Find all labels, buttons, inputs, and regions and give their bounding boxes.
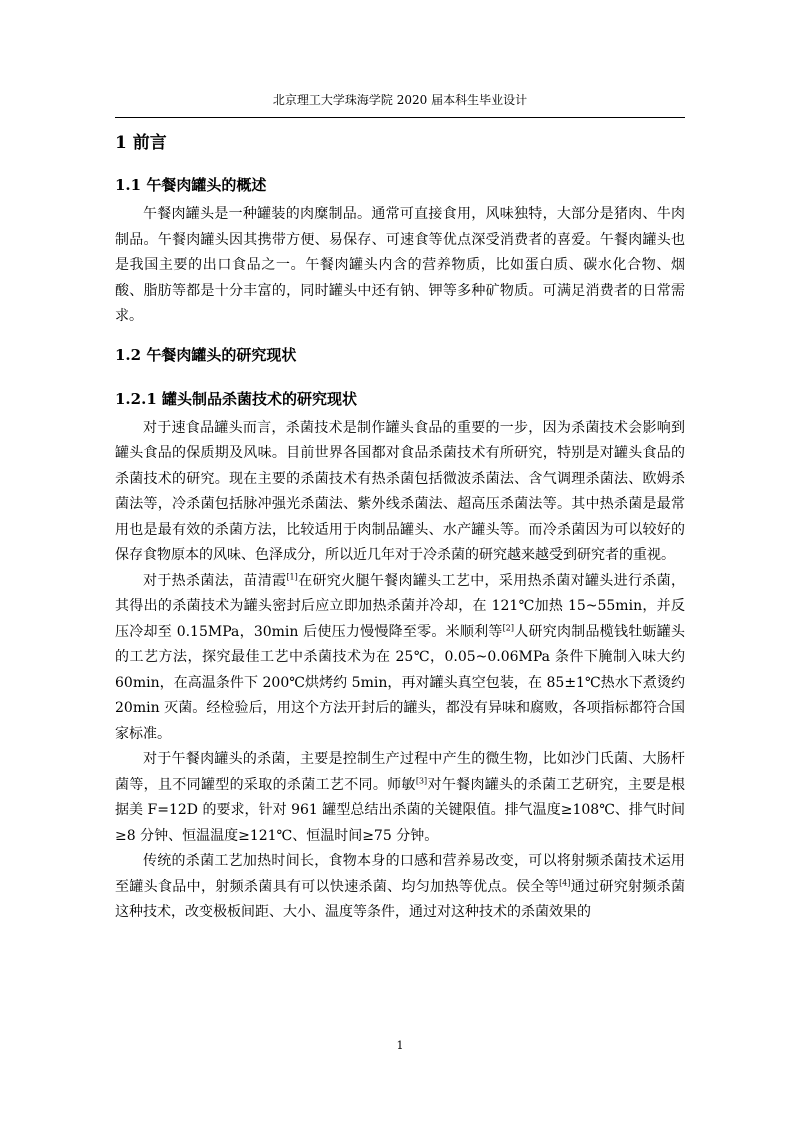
citation-ref: [1] — [286, 571, 298, 581]
paragraph-text: 对午餐肉罐头的杀菌工艺研究，主要是根据美 F=12D 的要求，针对 961 罐型总结出杀菌的关键限值。排气温度≥108℃、排气时间≥8 分钟、恒温温度≥121℃、恒温时间≥75 分钟。 — [115, 776, 686, 844]
paragraph-radio-frequency-sterilization — [115, 849, 685, 926]
paragraph-text: 对于热杀菌法，苗清霞 — [143, 572, 287, 589]
paragraph-text: 传统的杀菌工艺加热时间长，食物本身的口感和营养易改变，可以将射频杀菌技术运用至罐头食品中，射频杀菌具有可以快速杀菌、均匀加热等优点。侯全等 — [115, 853, 685, 895]
citation-ref: [3] — [415, 775, 428, 785]
page-header: 北京理工大学珠海学院 2020 届本科生毕业设计 — [272, 93, 528, 107]
section-1-heading: 1 前言 — [115, 133, 167, 153]
section-1-1-paragraph: 午餐肉罐头是一种罐装的肉糜制品。通常可直接食用，风味独特，大部分是猪肉、牛肉制品。午餐肉罐头因其携带方便、易保存、可速食等优点深受消费者的喜爱。午餐肉罐头也是我国主要的出口食品之一。午餐肉罐头内含的营养物质，比如蛋白质、碳水化合物、烟酸、脂肪等都是十分丰富的，同时罐头中还有钠、钾等多种矿物质。可满足消费者的日常需求。 — [115, 206, 685, 324]
section-1-2-heading: 1.2 午餐肉罐头的研究现状 — [115, 345, 297, 364]
paragraph-luncheon-meat-sterilization — [115, 747, 685, 849]
citation-ref: [4] — [559, 877, 571, 887]
page-number: 1 — [396, 1039, 404, 1052]
paragraph-heat-sterilization — [115, 569, 685, 748]
section-1-1-heading: 1.1 午餐肉罐头的概述 — [115, 176, 267, 194]
citation-ref: [2] — [502, 622, 514, 632]
header-divider — [115, 117, 685, 118]
paragraph-text: 通过研究射频杀菌这种技术，改变极板间距、大小、温度等条件，通过对这种技术的杀菌效果的 — [115, 878, 686, 920]
paragraph-sterilization-overview: 对于速食品罐头而言，杀菌技术是制作罐头食品的重要的一步，因为杀菌技术会影响到罐头食品的保质期及风味。目前世界各国都对食品杀菌技术有所研究，特别是对罐头食品的杀菌技术的研究。现在主要的杀菌技术有热杀菌包括微波杀菌法、含气调理杀菌法、欧姆杀菌法等，冷杀菌包括脉冲强光杀菌法、紫外线杀菌法、超高压杀菌法等。其中热杀菌是最常用也是最有效的杀菌方法，比较适用于肉制品罐头、水产罐头等。而冷杀菌因为可以较好的保存食物原本的风味、色泽成分，所以近几年对于冷杀菌的研究越来越受到研究者的重视。 — [115, 419, 685, 563]
document-body — [115, 128, 685, 926]
paragraph-text: 人研究肉制品榄钱牡蛎罐头的工艺方法，探究最佳工艺中杀菌技术为在 25℃，0.05~0.06MPa 条件下腌制入味大约 60min，在高温条件下 200℃烘烤约 5min，再对罐头真空包装，在 85±1℃热水下煮烫约 20min 灭菌。经检验后，用这个方法开封后的罐头，都没有异味和腐败，各项指标都符合国家标准。 — [115, 623, 685, 742]
section-1-2-1-heading: 1.2.1 罐头制品杀菌技术的研究现状 — [115, 389, 357, 408]
paragraph-text: 对于午餐肉罐头的杀菌，主要是控制生产过程中产生的微生物，比如沙门氏菌、大肠杆菌等，且不同罐型的采取的杀菌工艺不同。师敏 — [115, 751, 685, 793]
paragraph-text: 在研究火腿午餐肉罐头工艺中，采用热杀菌对罐头进行杀菌，其得出的杀菌技术为罐头密封后应立即加热杀菌并冷却，在 121℃加热 15~55min，并反压冷却至 0.15MPa，30min 后使压力慢慢降至零。米顺利等 — [115, 572, 685, 640]
